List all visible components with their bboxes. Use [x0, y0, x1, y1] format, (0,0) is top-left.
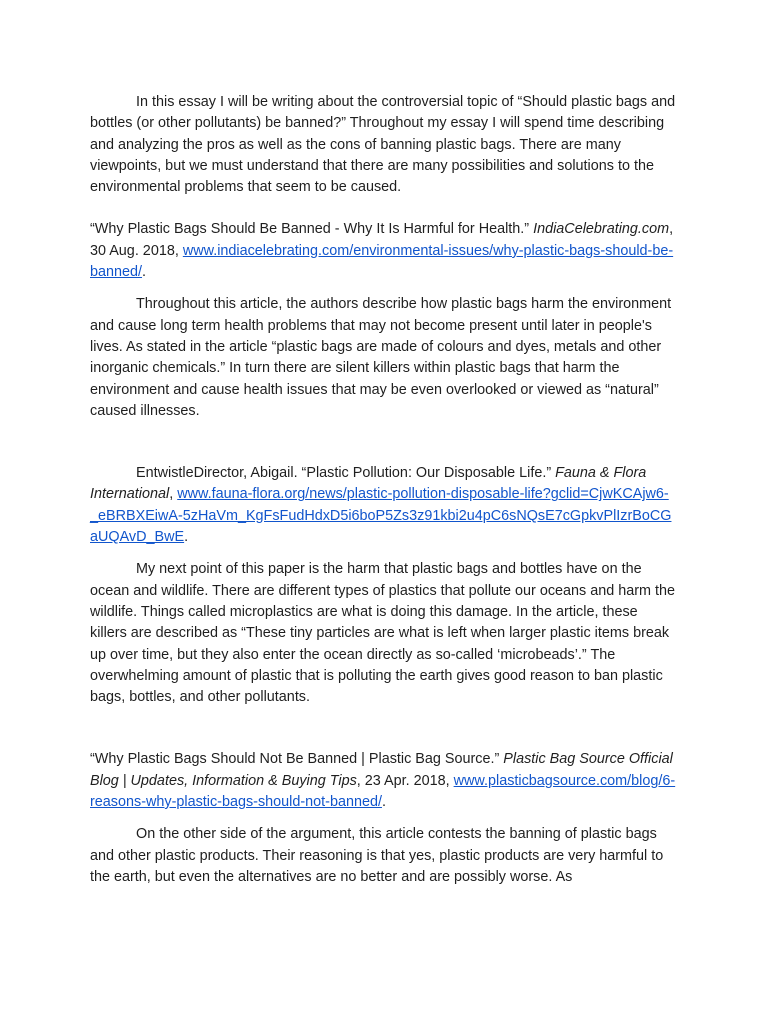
citation-title: EntwistleDirector, Abigail. “Plastic Pollution: Our Disposable Life.” — [136, 465, 552, 482]
citation-title: “Why Plastic Bags Should Not Be Banned | Plastic Bag Source.” — [90, 751, 500, 768]
citation-container: IndiaCelebrating.com — [533, 221, 670, 238]
citation-container: Plastic Bag Source Official Blog | Updates, Information & Buying Tips — [90, 751, 673, 789]
citation-date: , — [169, 486, 174, 503]
summary-paragraph-1: Throughout this article, the authors describe how plastic bags harm the environment and cause long term health problems that may not become present until later in people's lives. As stated in the article “plastic bags are made of colours and dyes, metals and other inorganic chemicals.” In turn there are silent killers within plastic bags that harm the environment and cause health issues that may be even overlooked or viewed as “natural” caused illnesses. — [90, 296, 672, 419]
document-page — [90, 92, 676, 888]
summary-paragraph-3: On the other side of the argument, this article contests the banning of plastic bags and other plastic products. Their reasoning is that yes, plastic products are very harmful to the earth, but even the alternatives are no better and are possibly worse. As — [90, 826, 664, 885]
citation-container: Fauna & Flora International — [90, 465, 647, 503]
citation-date: , 23 Apr. 2018, — [356, 772, 450, 789]
citation-date: , 30 Aug. 2018, — [90, 221, 674, 259]
citation-link[interactable]: www.indiacelebrating.com/environmental-issues/why-plastic-bags-should-be-banned/ — [90, 242, 674, 281]
citation-title: “Why Plastic Bags Should Be Banned - Why It Is Harmful for Health.” — [90, 221, 530, 238]
citation-2: EntwistleDirector, Abigail. “Plastic Pollution: Our Disposable Life.” Fauna & Flora International, www.fauna-flora.org/news/plastic-pollution-disposable-life?gclid=CjwKCAjw6-_eBRBXEiwA-5zHaVm_KgFsFudHdxD5i6boP5Zs3z91kbi2u4pC6sNQsE7cGpkvPlIzrBoCGaUQAvD_BwE. — [90, 465, 672, 546]
citation-3: “Why Plastic Bags Should Not Be Banned | Plastic Bag Source.” Plastic Bag Source Official Blog | Updates, Information & Buying Tips, 23 Apr. 2018, www.plasticbagsource.com/blog/6-reasons-why-plastic-bags-should-not-banned/. — [90, 751, 676, 811]
summary-paragraph-2: My next point of this paper is the harm that plastic bags and bottles have on the ocean and wildlife. There are different types of plastics that pollute our oceans and harm the wildlife. Things called microplastics are what is doing this damage. In the article, these killers are described as “These tiny particles are what is left when larger plastic items break up over time, but they also enter the ocean directly as so-called ‘microbeads’.” The overwhelming amount of plastic that is polluting the earth gives good reason to ban plastic bags, bottles, and other pollutants. — [90, 561, 676, 706]
intro-paragraph: In this essay I will be writing about the controversial topic of “Should plastic bags and bottles (or other pollutants) be banned?” Throughout my essay I will spend time describing and analyzing the pros as well as the cons of banning plastic bags. There are many viewpoints, but we must understand that there are many possibilities and solutions to the environmental problems that seem to be caused. — [90, 94, 676, 196]
citation-link[interactable]: www.plasticbagsource.com/blog/6-reasons-why-plastic-bags-should-not-banned/ — [90, 772, 676, 811]
citation-1: “Why Plastic Bags Should Be Banned - Why It Is Harmful for Health.” IndiaCelebrating.com, 30 Aug. 2018, www.indiacelebrating.com/environmental-issues/why-plastic-bags-should-be-banned/. — [90, 221, 674, 281]
citation-link[interactable]: www.fauna-flora.org/news/plastic-pollution-disposable-life?gclid=CjwKCAjw6-_eBRBXEiwA-5zHaVm_KgFsFudHdxD5i6boP5Zs3z91kbi2u4pC6sNQsE7cGpkvPlIzrBoCGaUQAvD_BwE — [90, 486, 672, 546]
